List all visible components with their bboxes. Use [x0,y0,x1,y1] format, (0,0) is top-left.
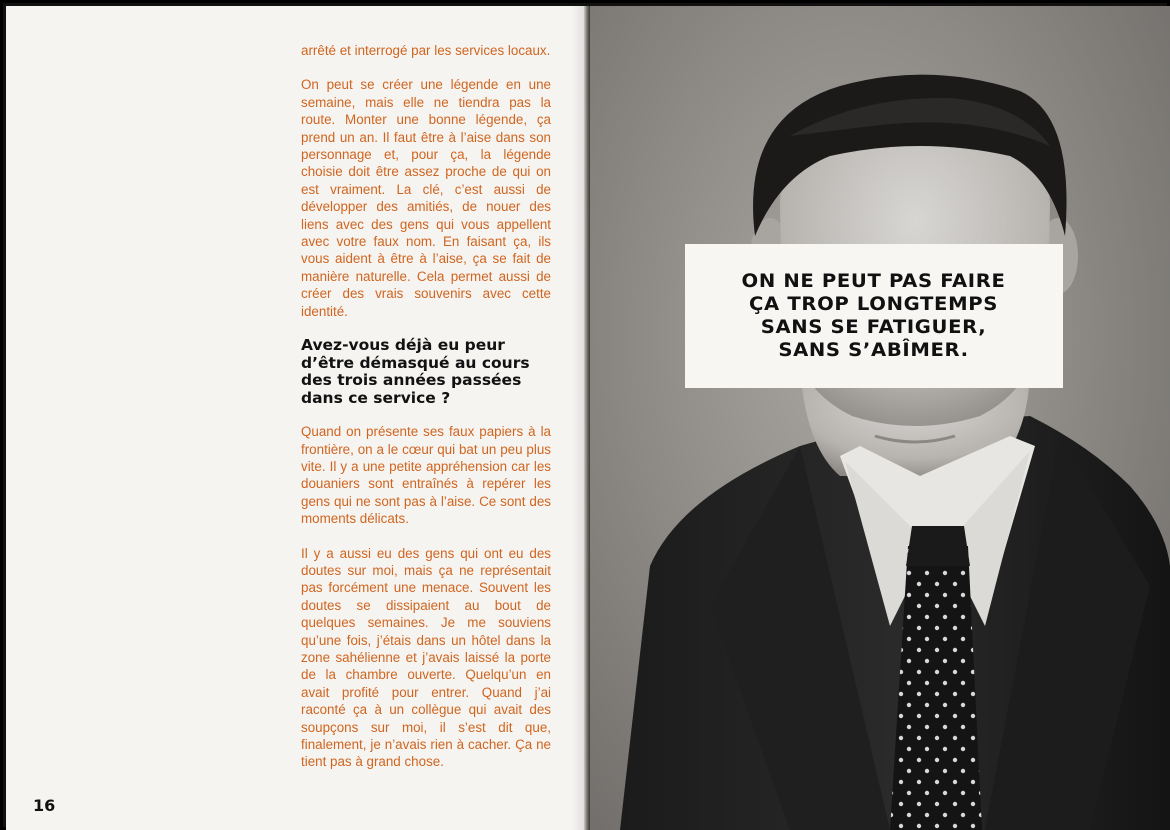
page-number: 16 [33,796,56,815]
portrait-photo [590,6,1170,830]
pull-quote-text: ON NE PEUT PAS FAIRE ÇA TROP LONGTEMPS SANS SE FATIGUER, SANS S’ABÎMER. [742,271,1006,361]
pull-quote-box [685,244,1063,388]
paragraph-1: arrêté et interrogé par les services locaux. [301,43,551,58]
interview-question: Avez-vous déjà eu peur d’être démasqué au cours des trois années passées dans ce service ? [301,336,530,407]
right-page [590,6,1170,830]
text-column [301,42,551,788]
answer-paragraph-2: Il y a aussi eu des gens qui ont eu des doutes sur moi, mais ça ne représentait pas forcément une menace. Souvent les doutes se dissipaient au bout de quelques semaines. Je me souviens qu’une fois, j’étais dans un hôtel dans la zone sahélienne et j’avais laissé la porte de la chambre ouverte. Quelqu’un en avait profité pour entrer. Quand j’ai raconté ça à un collègue qui avait des soupçons sur moi, il s’est dit que, finalement, je n’avais rien à cacher. Ça ne tient pas à grand chose. [301,545,551,770]
paragraph-2: On peut se créer une légende en une semaine, mais elle ne tiendra pas la route. Monter une bonne légende, ça prend un an. Il faut être à l’aise dans son personnage et, pour ça, la légende choisie doit être assez proche de qui on est vraiment. La clé, c’est aussi de développer des amitiés, de nouer des liens avec des gens qui vous appellent avec votre faux nom. En faisant ça, ils vous aident à être à l’aise, ça se fait de manière naturelle. Cela permet aussi de créer des vrais souvenirs avec cette identité. [301,77,551,319]
left-page [6,6,586,830]
answer-paragraph-1: Quand on présente ses faux papiers à la frontière, on a le cœur qui bat un peu plus vite. Il y a une petite appréhension car les douaniers sont entraînés à repérer les gens qui ne sont pas à l’aise. Ce sont des moments délicats. [301,424,551,527]
